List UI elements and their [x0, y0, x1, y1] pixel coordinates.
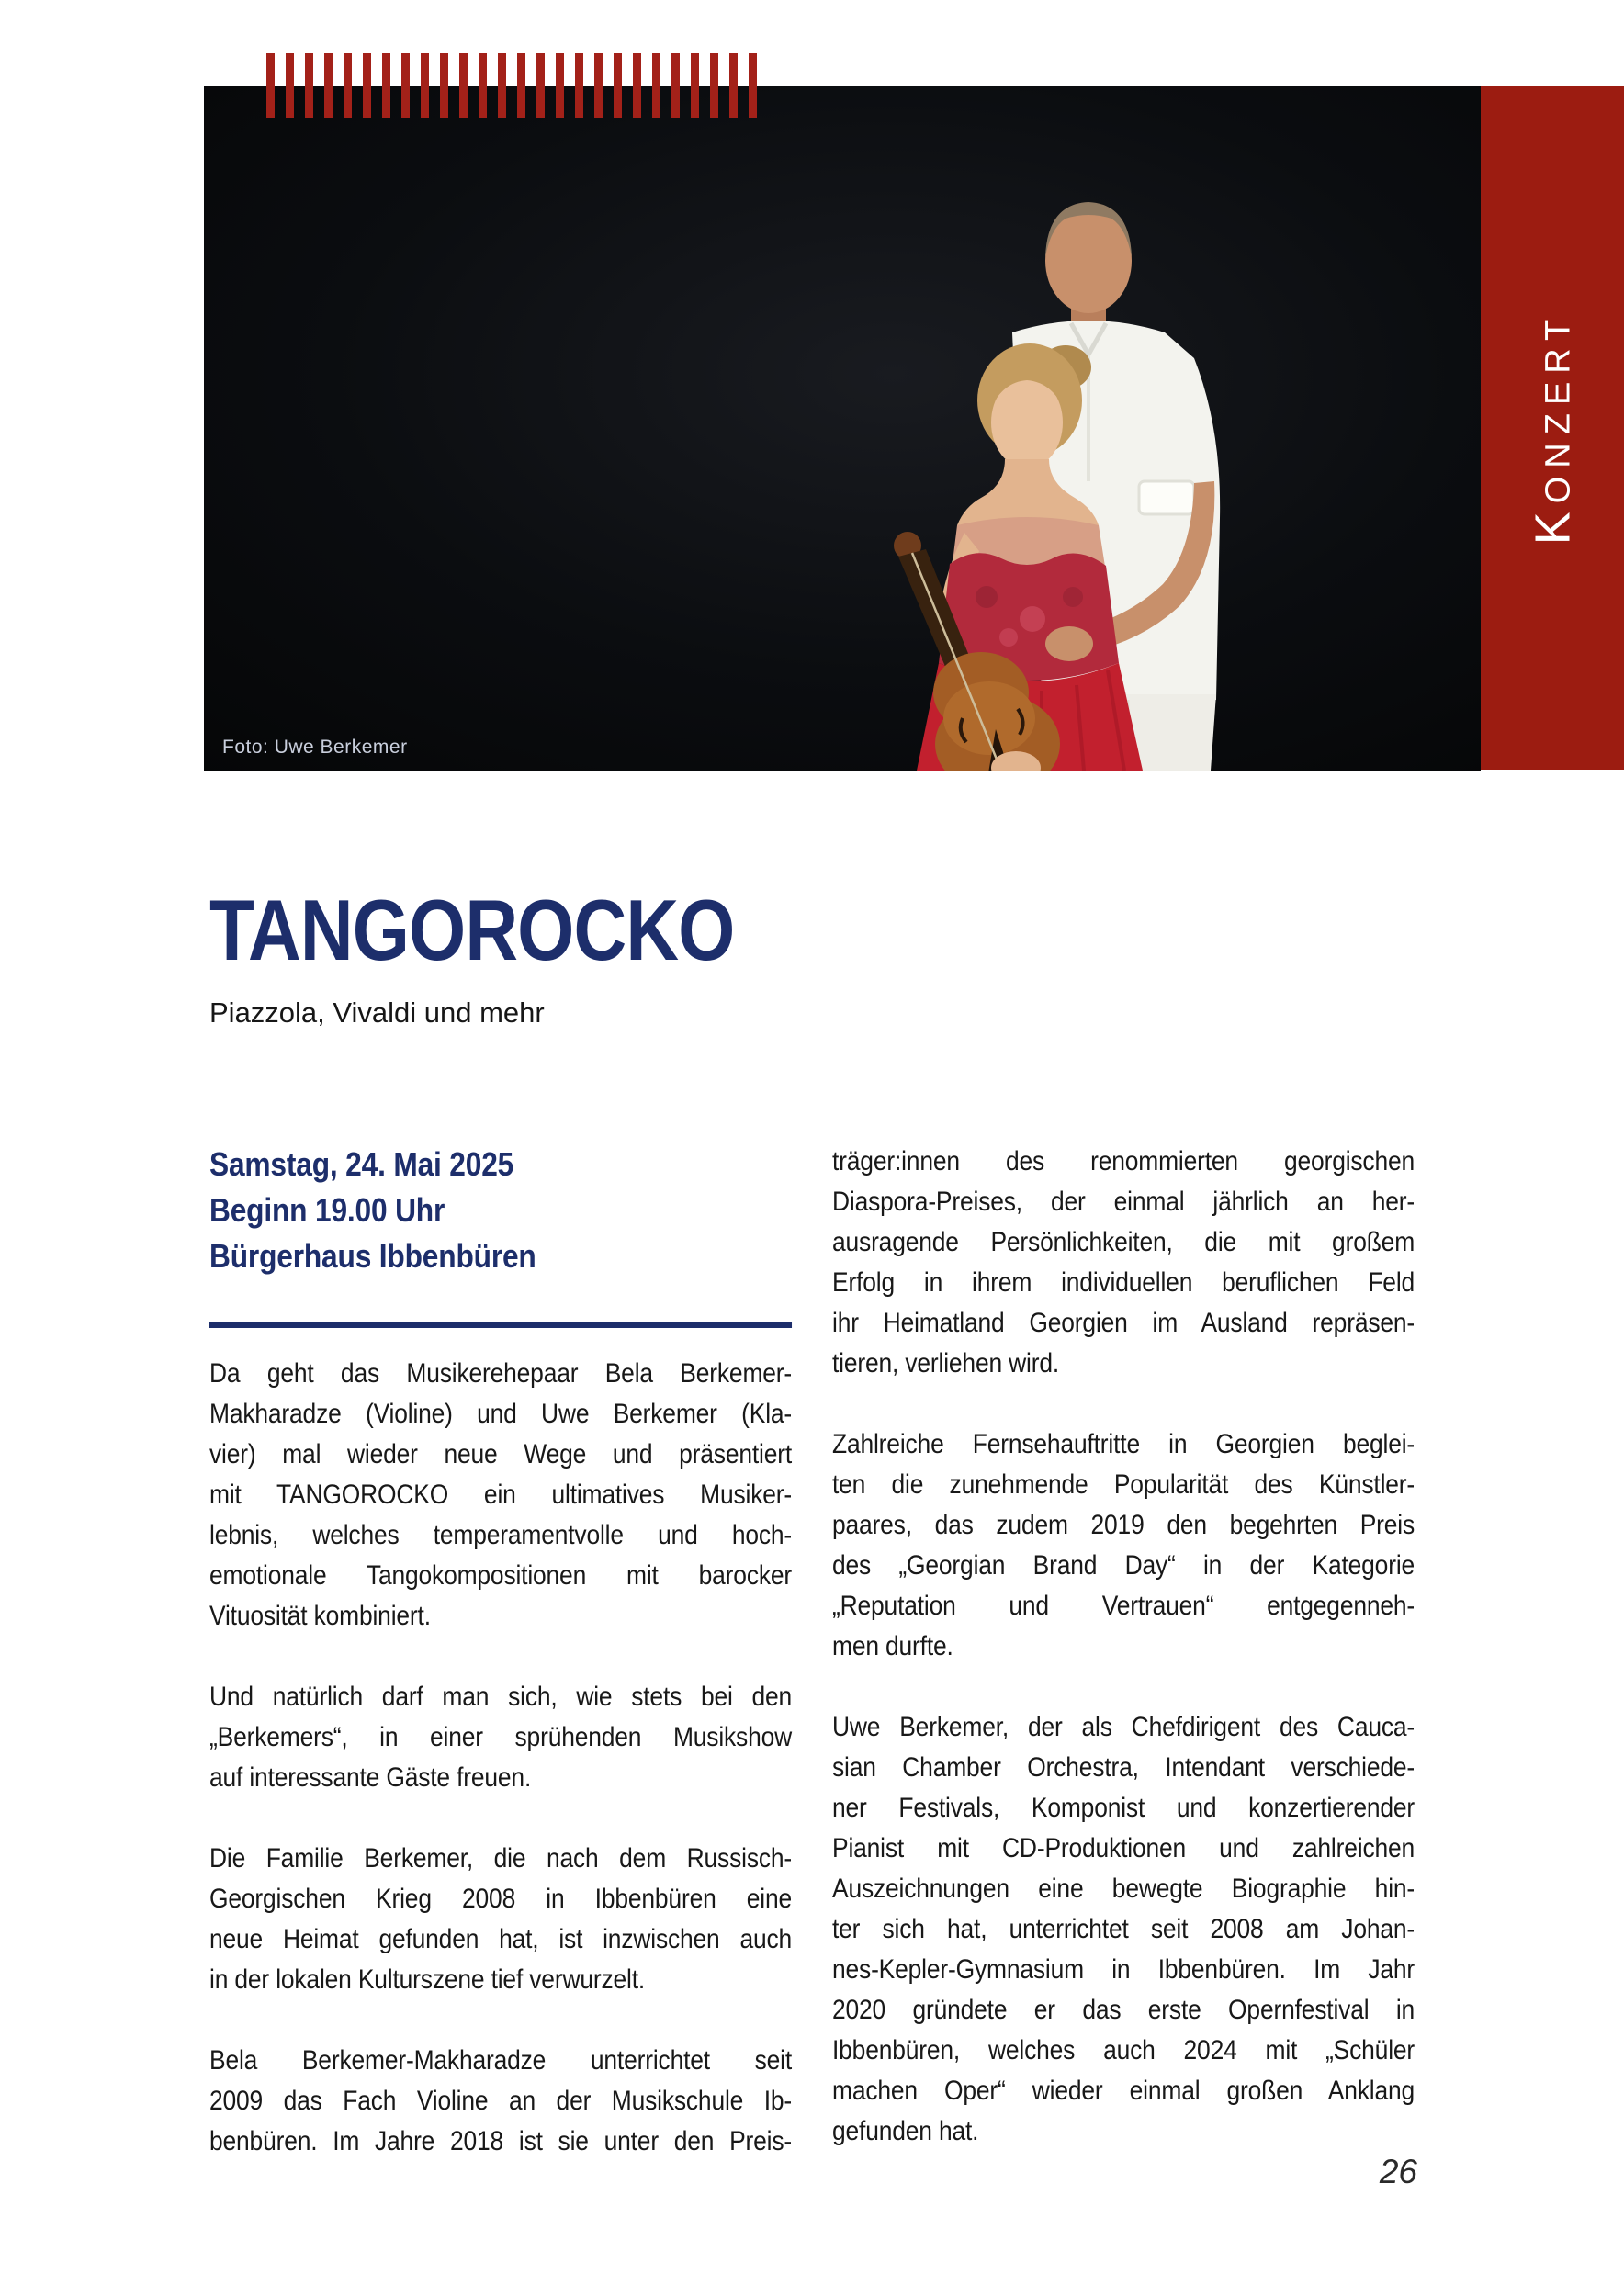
- event-line: Bürgerhaus Ibbenbüren: [209, 1237, 536, 1275]
- body-paragraph: [209, 2041, 792, 2162]
- body-line: Ibbenbüren, welches auch 2024 mit „Schüler: [832, 2035, 1415, 2065]
- body-line: benbüren. Im Jahre 2018 ist sie unter den Preis-: [209, 2126, 793, 2156]
- body-line: in der lokalen Kulturszene tief verwurzelt.: [209, 1964, 646, 1995]
- body-line: neue Heimat gefunden hat, ist inzwischen auch: [209, 1924, 793, 1954]
- body-line: Die Familie Berkemer, die nach dem Russisch-: [209, 1843, 793, 1874]
- body-paragraph: [832, 1707, 1415, 2152]
- body-line: Makharadze (Violine) und Uwe Berkemer (Kla-: [209, 1399, 793, 1429]
- body-line: ten die zunehmende Popularität des Künstler-: [832, 1469, 1415, 1500]
- body-line: nes-Kepler-Gymnasium in Ibbenbüren. Im Jahr: [832, 1954, 1415, 1985]
- body-text-right: [832, 1142, 1415, 2152]
- body-line: Da geht das Musikerehepaar Bela Berkemer-: [209, 1358, 793, 1389]
- body-line: Pianist mit CD-Produktionen und zahlreichen: [832, 1833, 1415, 1863]
- body-paragraph: [832, 1424, 1415, 1667]
- page-number: 26: [1379, 2153, 1417, 2190]
- event-line: Samstag, 24. Mai 2025: [209, 1145, 514, 1183]
- body-line: Georgischen Krieg 2008 in Ibbenbüren eine: [209, 1884, 793, 1914]
- article-subtitle: Piazzola, Vivaldi und mehr: [209, 996, 545, 1029]
- section-banner: [1481, 86, 1624, 770]
- body-line: ter sich hat, unterrichtet seit 2008 am Johan-: [832, 1914, 1415, 1944]
- body-line: auf interessante Gäste freuen.: [209, 1762, 532, 1793]
- body-line: ihr Heimatland Georgien im Ausland repräsen-: [832, 1308, 1415, 1338]
- body-paragraph: [209, 1839, 792, 2000]
- body-line: Auszeichnungen eine bewegte Biographie hin-: [832, 1874, 1415, 1904]
- photo-caption: Foto: Uwe Berkemer: [222, 736, 408, 758]
- column-left: [209, 1142, 792, 2202]
- body-line: men durfte.: [832, 1631, 953, 1661]
- body-line: emotionale Tangokompositionen mit barocker: [209, 1560, 793, 1591]
- body-paragraph: [209, 1677, 792, 1798]
- section-banner-label: Konzert: [1525, 310, 1581, 546]
- body-line: gefunden hat.: [832, 2116, 979, 2146]
- article-title: TANGOROCKO: [209, 882, 735, 978]
- event-line: Beginn 19.00 Uhr: [209, 1191, 445, 1229]
- body-line: mit TANGOROCKO ein ultimatives Musiker-: [209, 1480, 793, 1510]
- body-line: Erfolg in ihrem individuellen beruflichen Feld: [832, 1267, 1415, 1298]
- photo-illustration: [204, 86, 1481, 771]
- body-line: tieren, verliehen wird.: [832, 1348, 1060, 1379]
- body-line: 2009 das Fach Violine an der Musikschule Ib-: [209, 2086, 793, 2116]
- body-line: paares, das zudem 2019 den begehrten Preis: [832, 1510, 1415, 1540]
- body-line: Uwe Berkemer, der als Chefdirigent des Cauca-: [832, 1712, 1415, 1742]
- body-line: sian Chamber Orchestra, Intendant verschiede-: [832, 1752, 1415, 1783]
- body-line: 2020 gründete er das erste Opernfestival in: [832, 1995, 1415, 2025]
- event-details: [209, 1142, 792, 1279]
- body-line: Bela Berkemer-Makharadze unterrichtet seit: [209, 2045, 793, 2076]
- body-line: Diaspora-Preises, der einmal jährlich an her-: [832, 1187, 1415, 1217]
- body-line: Und natürlich darf man sich, wie stets bei den: [209, 1682, 793, 1712]
- body-line: „Reputation und Vertrauen“ entgegenneh-: [832, 1591, 1415, 1621]
- body-line: „Berkemers“, in einer sprühenden Musikshow: [209, 1722, 793, 1752]
- body-paragraph: [209, 1354, 792, 1637]
- masthead-stripes: [266, 53, 757, 118]
- body-line: Vituosität kombiniert.: [209, 1601, 431, 1631]
- body-line: vier) mal wieder neue Wege und präsentiert: [209, 1439, 793, 1469]
- body-line: lebnis, welches temperamentvolle und hoch-: [209, 1520, 793, 1550]
- column-right: [832, 1142, 1415, 2192]
- body-text-left: [209, 1354, 792, 2162]
- body-line: ner Festivals, Komponist und konzertierender: [832, 1793, 1415, 1823]
- body-line: machen Oper“ wieder einmal großen Anklang: [832, 2076, 1415, 2106]
- body-line: Zahlreiche Fernsehauftritte in Georgien beglei-: [832, 1429, 1415, 1459]
- divider-rule: [209, 1322, 792, 1328]
- photo: [204, 86, 1481, 771]
- body-line: träger:innen des renommierten georgischen: [832, 1146, 1415, 1176]
- body-line: des „Georgian Brand Day“ in der Kategorie: [832, 1550, 1415, 1581]
- body-paragraph: [832, 1142, 1415, 1384]
- body-line: ausragende Persönlichkeiten, die mit großem: [832, 1227, 1415, 1257]
